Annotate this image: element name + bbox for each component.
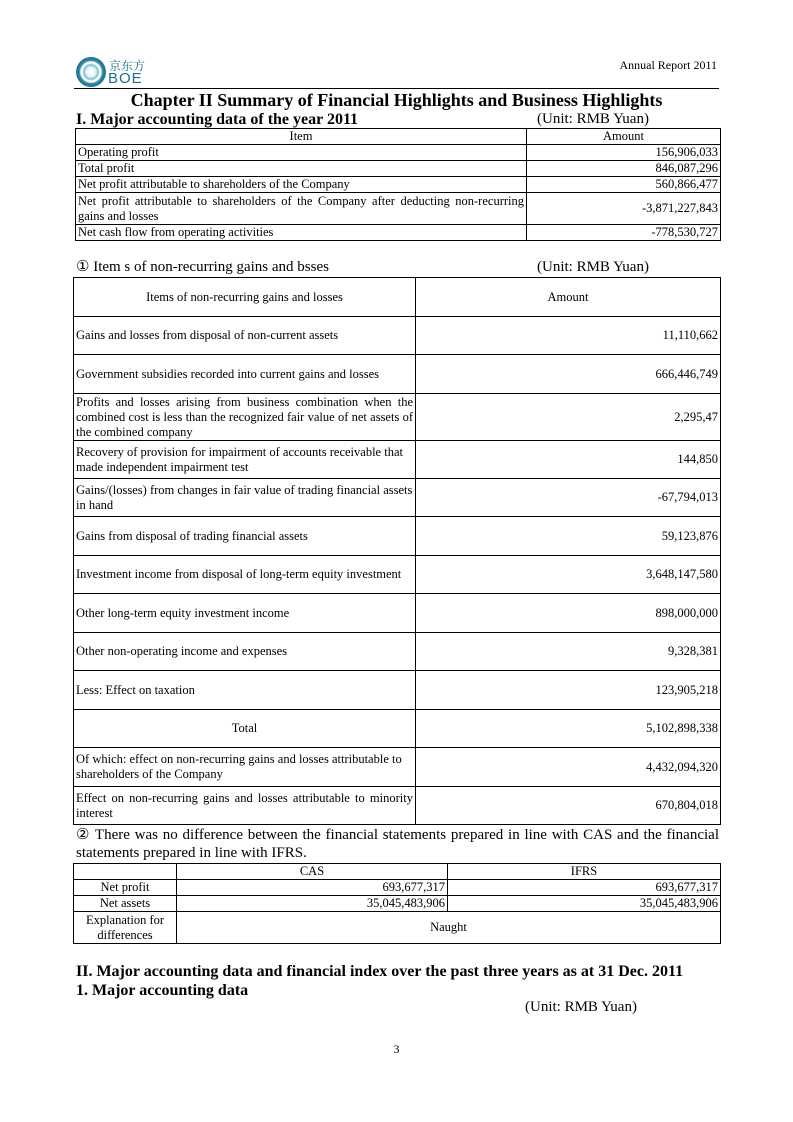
table-row xyxy=(74,633,721,671)
row-amount: 59,123,876 xyxy=(416,517,721,556)
table-row xyxy=(74,394,721,441)
explanation-value: Naught xyxy=(177,912,721,944)
row-amount: -3,871,227,843 xyxy=(527,193,721,225)
cas-value: 693,677,317 xyxy=(177,880,448,896)
table-row xyxy=(74,594,721,633)
column-header-item: Item xyxy=(76,129,527,145)
row-amount: 898,000,000 xyxy=(416,594,721,633)
nonrecurring-unit: (Unit: RMB Yuan) xyxy=(537,259,649,275)
chapter-title: Chapter II Summary of Financial Highlights and Business Highlights xyxy=(130,90,663,110)
row-amount: -67,794,013 xyxy=(416,479,721,517)
row-label: Recovery of provision for impairment of accounts receivable that made independent impairment test xyxy=(74,441,416,479)
ifrs-value: 693,677,317 xyxy=(448,880,721,896)
row-label: Net assets xyxy=(74,896,177,912)
section2-title: II. Major accounting data and financial index over the past three years as at 31 Dec. 2011 xyxy=(76,963,684,980)
table-header-row xyxy=(74,864,721,880)
table-row xyxy=(74,671,721,710)
explanation-label: Explanation for differences xyxy=(74,912,177,944)
total-amount: 5,102,898,338 xyxy=(416,710,721,748)
row-label: Other non-operating income and expenses xyxy=(74,633,416,671)
row-label: Operating profit xyxy=(76,145,527,161)
header-divider xyxy=(74,88,719,89)
table-row xyxy=(76,177,721,193)
row-amount: 3,648,147,580 xyxy=(416,556,721,594)
table-row xyxy=(74,787,721,825)
row-label: Profits and losses arising from business combination when the combined cost is less than the recognized fair value of net assets of the combined company xyxy=(74,394,416,441)
row-label: Total profit xyxy=(76,161,527,177)
row-amount: 144,850 xyxy=(416,441,721,479)
column-header-cas: CAS xyxy=(177,864,448,880)
table-row xyxy=(76,193,721,225)
cas-ifrs-table xyxy=(73,863,721,944)
page-number: 3 xyxy=(393,1042,400,1056)
column-header-ifrs: IFRS xyxy=(448,864,721,880)
section1-unit: (Unit: RMB Yuan) xyxy=(537,111,649,127)
table-header-row xyxy=(76,129,721,145)
ifrs-value: 35,045,483,906 xyxy=(448,896,721,912)
row-amount: 560,866,477 xyxy=(527,177,721,193)
table-row xyxy=(74,441,721,479)
difference-statement: ② There was no difference between the financial statements prepared in line with CAS and the financial statements prepared in line with IFRS. xyxy=(76,827,719,861)
table-row xyxy=(74,912,721,944)
row-label: Other long-term equity investment income xyxy=(74,594,416,633)
nonrecurring-table xyxy=(73,277,721,825)
row-label: Net profit attributable to shareholders of the Company xyxy=(76,177,527,193)
table-row xyxy=(74,880,721,896)
table-row xyxy=(74,317,721,355)
row-label: Effect on non-recurring gains and losses attributable to minority interest xyxy=(74,787,416,825)
row-amount: 156,906,033 xyxy=(527,145,721,161)
row-amount: -778,530,727 xyxy=(527,225,721,241)
total-row xyxy=(74,710,721,748)
column-header-amount: Amount xyxy=(416,278,721,317)
row-amount: 666,446,749 xyxy=(416,355,721,394)
report-label: Annual Report 2011 xyxy=(619,58,717,72)
table-row xyxy=(74,479,721,517)
table-row xyxy=(74,556,721,594)
row-amount: 670,804,018 xyxy=(416,787,721,825)
table-row xyxy=(76,161,721,177)
row-label: Investment income from disposal of long-term equity investment xyxy=(74,556,416,594)
boe-logo-icon xyxy=(76,57,106,87)
row-label: Net cash flow from operating activities xyxy=(76,225,527,241)
row-label: Gains from disposal of trading financial assets xyxy=(74,517,416,556)
column-header-item: Items of non-recurring gains and losses xyxy=(74,278,416,317)
row-amount: 2,295,47 xyxy=(416,394,721,441)
column-header-amount: Amount xyxy=(527,129,721,145)
section2-unit: (Unit: RMB Yuan) xyxy=(525,999,637,1015)
section2-subtitle: 1. Major accounting data xyxy=(76,982,249,999)
row-label: Of which: effect on non-recurring gains and losses attributable to shareholders of the Company xyxy=(74,748,416,787)
table-row xyxy=(74,748,721,787)
major-accounting-table xyxy=(75,128,721,241)
table-row xyxy=(74,355,721,394)
cas-value: 35,045,483,906 xyxy=(177,896,448,912)
row-label: Less: Effect on taxation xyxy=(74,671,416,710)
row-amount: 9,328,381 xyxy=(416,633,721,671)
row-amount: 123,905,218 xyxy=(416,671,721,710)
row-label: Government subsidies recorded into current gains and losses xyxy=(74,355,416,394)
total-label: Total xyxy=(74,710,416,748)
row-label: Gains/(losses) from changes in fair value of trading financial assets in hand xyxy=(74,479,416,517)
table-row xyxy=(74,517,721,556)
table-header-row xyxy=(74,278,721,317)
table-row xyxy=(76,225,721,241)
table-row xyxy=(74,896,721,912)
nonrecurring-title: ① Item s of non-recurring gains and bsses xyxy=(76,259,329,275)
logo-english-text: BOE xyxy=(108,70,143,87)
row-amount: 846,087,296 xyxy=(527,161,721,177)
table-row xyxy=(76,145,721,161)
row-amount: 11,110,662 xyxy=(416,317,721,355)
row-label: Net profit xyxy=(74,880,177,896)
column-header-blank xyxy=(74,864,177,880)
logo-chinese-text: 京东方 xyxy=(109,59,146,73)
row-label: Net profit attributable to shareholders of the Company after deducting non-recurring gains and losses xyxy=(76,193,527,225)
section1-title: I. Major accounting data of the year 2011 xyxy=(76,111,359,128)
row-amount: 4,432,094,320 xyxy=(416,748,721,787)
row-label: Gains and losses from disposal of non-current assets xyxy=(74,317,416,355)
